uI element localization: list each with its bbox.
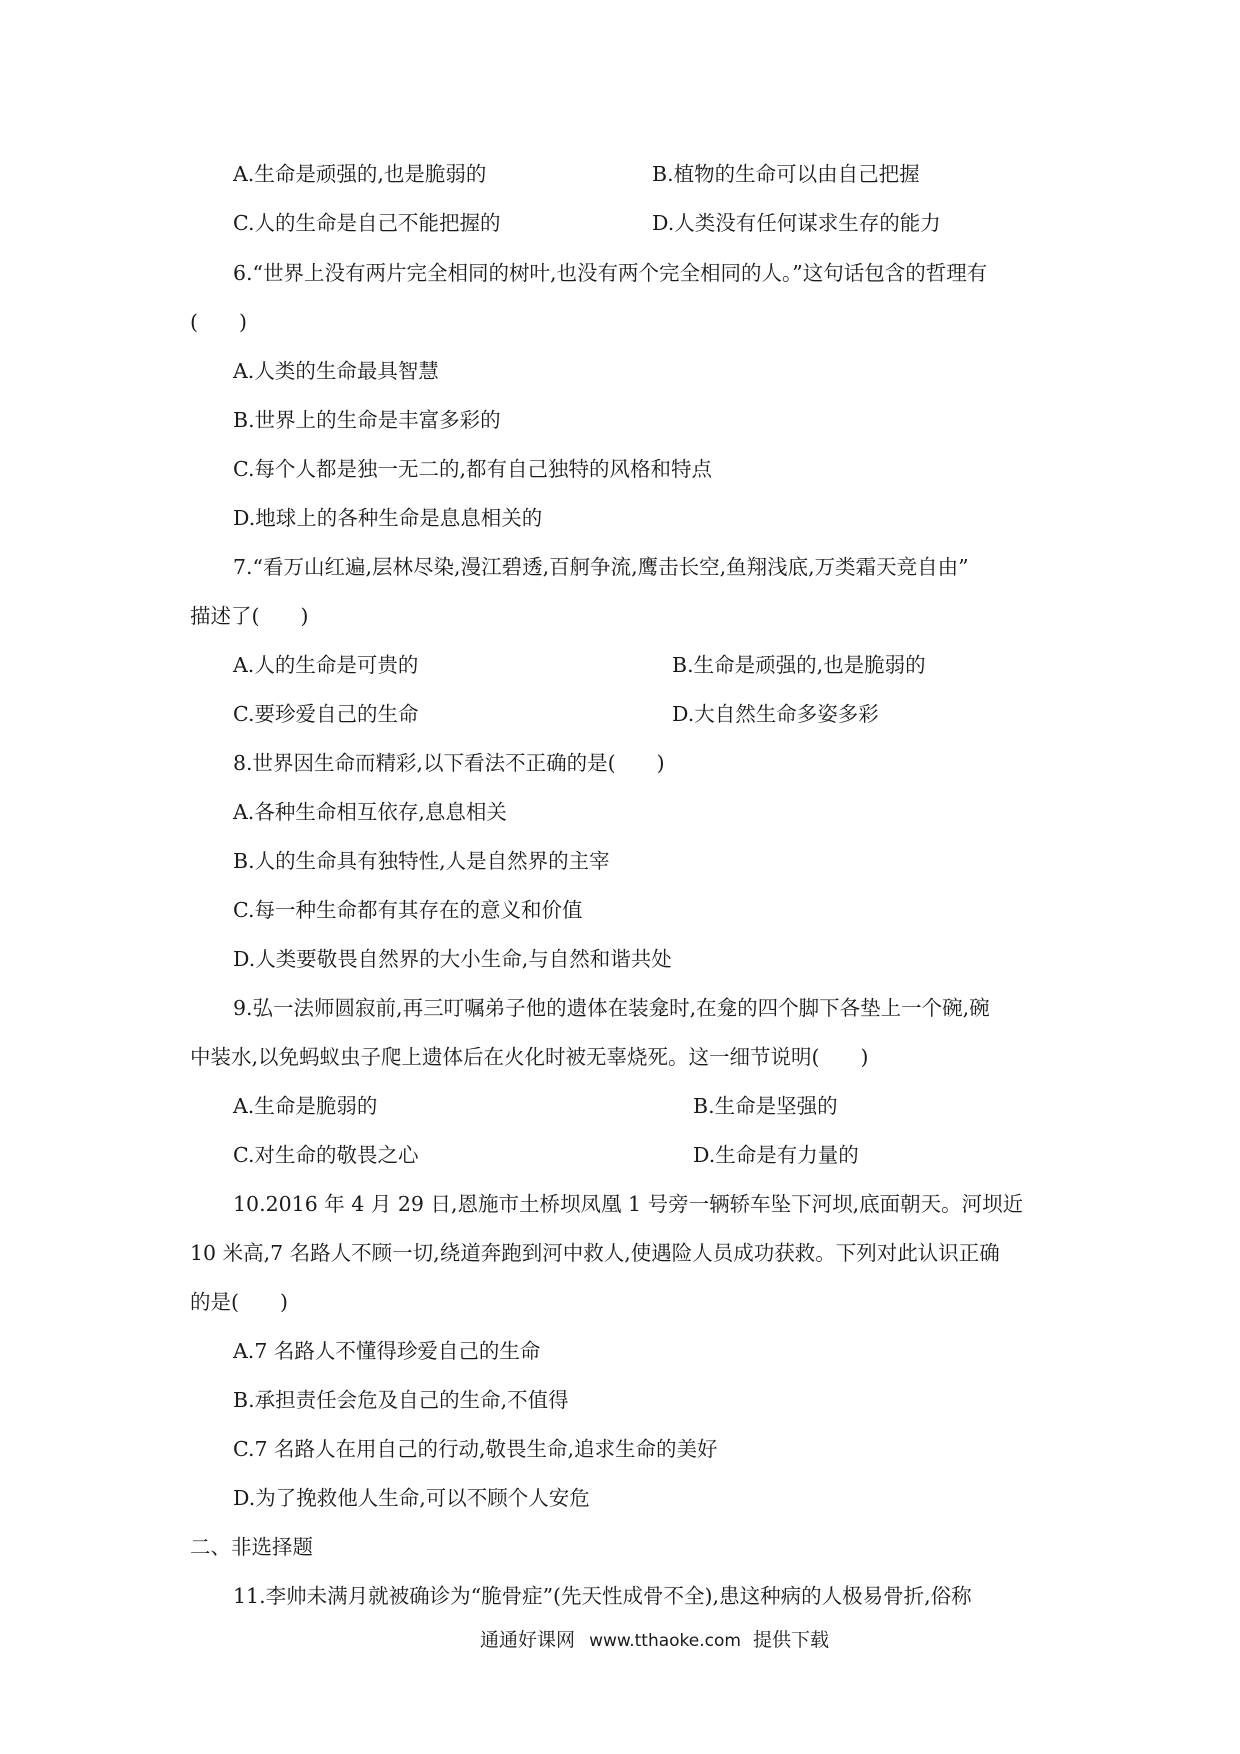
q10-option-d: D.为了挽救他人生命,可以不顾个人安危 <box>233 1486 590 1510</box>
q10-stem: 10.2016 年 4 月 29 日,恩施市土桥坝凤凰 1 号旁一辆轿车坠下河坝,底面朝天。河坝近 <box>233 1192 1024 1216</box>
q8-option-c: C.每一种生命都有其存在的意义和价值 <box>233 898 583 922</box>
q6-stem: 6.“世界上没有两片完全相同的树叶,也没有两个完全相同的人。”这句话包含的哲理有 <box>233 261 988 285</box>
q10-stem-end: 的是( ) <box>190 1290 288 1314</box>
footer-suffix: 提供下载 <box>753 1629 830 1651</box>
q5-option-d: D.人类没有任何谋求生存的能力 <box>652 211 941 235</box>
q7-option-d: D.大自然生命多姿多彩 <box>672 702 879 726</box>
q9-option-c: C.对生命的敬畏之心 <box>233 1143 419 1167</box>
q6-option-b: B.世界上的生命是丰富多彩的 <box>233 408 501 432</box>
q11-stem: 11.李帅未满月就被确诊为“脆骨症”(先天性成骨不全),患这种病的人极易骨折,俗称 <box>233 1584 972 1608</box>
q7-option-c: C.要珍爱自己的生命 <box>233 702 419 726</box>
q5-option-c: C.人的生命是自己不能把握的 <box>233 211 501 235</box>
q7-option-b: B.生命是顽强的,也是脆弱的 <box>672 653 926 677</box>
q9-stem: 9.弘一法师圆寂前,再三叮嘱弟子他的遗体在装龛时,在龛的四个脚下各垫上一个碗,碗 <box>233 996 990 1020</box>
q8-option-d: D.人类要敬畏自然界的大小生命,与自然和谐共处 <box>233 947 672 971</box>
q9-stem-cont: 中装水,以免蚂蚁虫子爬上遗体后在火化时被无辜烧死。这一细节说明( ) <box>190 1045 869 1069</box>
q10-stem-cont: 10 米高,7 名路人不顾一切,绕道奔跑到河中救人,使遇险人员成功获救。下列对此认识正确 <box>190 1241 1000 1265</box>
q7-option-a: A.人的生命是可贵的 <box>233 653 419 677</box>
q7-stem-cont: 描述了( ) <box>190 604 309 628</box>
q5-option-a: A.生命是顽强的,也是脆弱的 <box>233 162 487 186</box>
q5-option-b: B.植物的生命可以由自己把握 <box>652 162 920 186</box>
q9-option-a: A.生命是脆弱的 <box>233 1094 378 1118</box>
q6-stem-blank: ( ) <box>190 310 247 334</box>
q10-option-a: A.7 名路人不懂得珍爱自己的生命 <box>233 1339 541 1363</box>
q9-option-b: B.生命是坚强的 <box>693 1094 838 1118</box>
q10-option-c: C.7 名路人在用自己的行动,敬畏生命,追求生命的美好 <box>233 1437 718 1461</box>
q6-option-d: D.地球上的各种生命是息息相关的 <box>233 506 543 530</box>
footer-url: www.tthaoke.com <box>589 1631 741 1651</box>
q8-stem: 8.世界因生命而精彩,以下看法不正确的是( ) <box>233 751 665 775</box>
q10-option-b: B.承担责任会危及自己的生命,不值得 <box>233 1388 569 1412</box>
q6-option-c: C.每个人都是独一无二的,都有自己独特的风格和特点 <box>233 457 712 481</box>
q9-option-d: D.生命是有力量的 <box>693 1143 859 1167</box>
q7-stem: 7.“看万山红遍,层林尽染,漫江碧透,百舸争流,鹰击长空,鱼翔浅底,万类霜天竞自由” <box>233 555 969 579</box>
q6-option-a: A.人类的生命最具智慧 <box>233 359 439 383</box>
footer-site-name: 通通好课网 <box>480 1629 576 1651</box>
page-footer <box>480 1626 829 1655</box>
section-heading: 二、非选择题 <box>190 1535 313 1559</box>
q8-option-b: B.人的生命具有独特性,人是自然界的主宰 <box>233 849 610 873</box>
q8-option-a: A.各种生命相互依存,息息相关 <box>233 800 507 824</box>
